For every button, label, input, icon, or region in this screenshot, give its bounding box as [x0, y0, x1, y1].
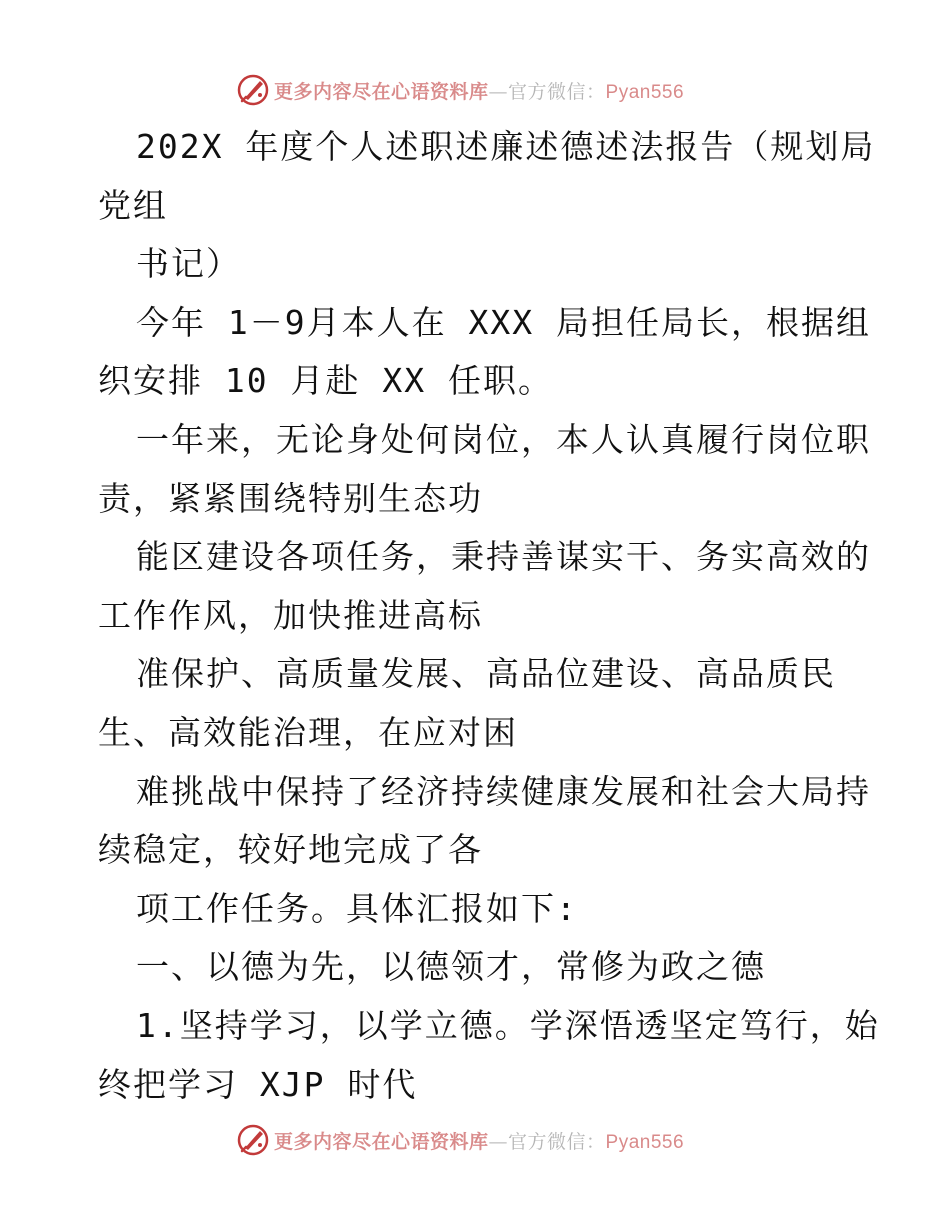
body-text-line: 准保护、高质量发展、高品位建设、高品质民 — [136, 654, 836, 694]
quill-pen-logo-icon — [236, 1123, 270, 1157]
body-text-line: 今年 1－9月本人在 XXX 局担任局长，根据组 — [136, 302, 871, 342]
document-body — [98, 118, 880, 1114]
document-title-line: 202X 年度个人述职述廉述德述法报告（规划局 — [136, 127, 876, 166]
header-watermark — [236, 72, 684, 108]
watermark-wechat-label: 官方微信： — [508, 80, 606, 103]
body-text-line: 工作作风，加快推进高标 — [98, 595, 483, 635]
watermark-text — [274, 1127, 684, 1154]
body-text-line: 续稳定，较好地完成了各 — [98, 830, 483, 870]
body-text-line: 终把学习 XJP 时代 — [98, 1064, 418, 1104]
body-text-line: 难挑战中保持了经济持续健康发展和社会大局持 — [136, 771, 871, 811]
watermark-site-text: 更多内容尽在心语资料库 — [274, 80, 489, 103]
watermark-dash: — — [488, 1130, 509, 1153]
body-text-line: 1.坚持学习，以学立德。学深悟透坚定笃行，始 — [136, 1005, 880, 1045]
body-text-line: 责，紧紧围绕特别生态功 — [98, 478, 483, 518]
body-text-line: 能区建设各项任务，秉持善谋实干、务实高效的 — [136, 537, 871, 577]
document-title-line: 书记） — [136, 244, 241, 284]
watermark-account: Pyan556 — [605, 81, 685, 103]
watermark-account: Pyan556 — [605, 1131, 685, 1153]
document-title-line: 党组 — [98, 185, 168, 225]
quill-pen-logo-icon — [236, 73, 270, 107]
watermark-text — [274, 77, 684, 104]
section-heading: 一、以德为先，以德领才，常修为政之德 — [136, 947, 766, 987]
body-text-line: 生、高效能治理，在应对困 — [98, 712, 518, 752]
watermark-site-text: 更多内容尽在心语资料库 — [274, 1130, 489, 1153]
body-text-line: 织安排 10 月赴 XX 任职。 — [98, 361, 553, 401]
body-text-line: 项工作任务。具体汇报如下: — [136, 888, 578, 928]
body-text-line: 一年来，无论身处何岗位，本人认真履行岗位职 — [136, 419, 871, 459]
watermark-dash: — — [488, 80, 509, 103]
watermark-wechat-label: 官方微信： — [508, 1130, 606, 1153]
footer-watermark — [236, 1122, 684, 1158]
